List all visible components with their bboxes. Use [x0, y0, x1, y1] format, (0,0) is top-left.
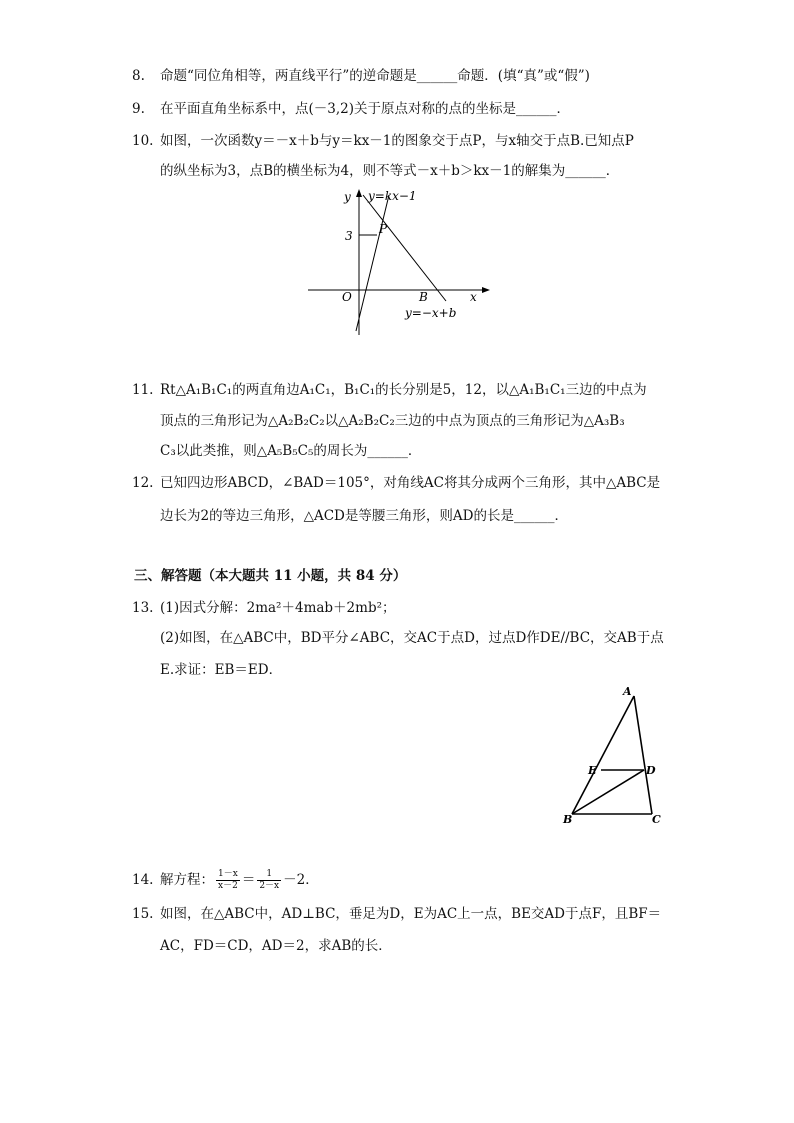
- fraction-2-numerator: 1: [266, 868, 273, 879]
- question-15-line-2: AC，FD＝CD，AD＝2，求AB的长．: [160, 938, 392, 954]
- triangle-figure: [556, 682, 668, 828]
- question-number: 9.: [132, 101, 145, 117]
- x-axis-arrow: [482, 287, 490, 293]
- line-neg-x-plus-b: [363, 195, 446, 301]
- question-number: 14.: [132, 872, 154, 888]
- question-11-line-2: 顶点的三角形记为△A₂B₂C₂以△A₂B₂C₂三边的中点为顶点的三角形记为△A₃B₃: [160, 413, 625, 429]
- equation-suffix: －2．: [283, 872, 319, 888]
- equation: [160, 864, 666, 896]
- tick-label-3: 3: [345, 229, 353, 243]
- equals-sign: ＝: [241, 872, 256, 888]
- equation-prefix: 解方程：: [160, 872, 214, 888]
- line-label-kx: y=kx−1: [368, 189, 417, 203]
- question-13-part-2-line-2: E.求证：EB＝ED．: [160, 662, 283, 678]
- side-ab: [572, 696, 634, 814]
- x-axis-label: x: [470, 290, 477, 304]
- vertex-label-a: A: [623, 685, 632, 698]
- line-kx-minus-1: [356, 195, 389, 331]
- function-graph-figure: [300, 185, 500, 345]
- question-part-1: (1)因式分解：2ma²＋4mab＋2mb²；: [160, 600, 396, 616]
- question-number: 15.: [132, 906, 154, 922]
- fraction-2-denominator: 2－x: [259, 880, 280, 891]
- question-text: 在平面直角坐标系中，点(－3,2)关于原点对称的点的坐标是______．: [160, 101, 571, 117]
- fraction-1-numerator: 1－x: [218, 868, 238, 879]
- y-axis-arrow: [356, 189, 362, 197]
- fraction-2: [257, 869, 281, 892]
- line-label-neg-x: y=−x+b: [405, 306, 457, 320]
- question-text-line-1: 已知四边形ABCD，∠BAD＝105°，对角线AC将其分成两个三角形，其中△ABC是: [160, 475, 661, 491]
- question-text: 命题“同位角相等，两直线平行”的逆命题是______命题．(填“真”或“假”): [160, 68, 590, 84]
- side-ac: [634, 696, 652, 814]
- question-text-line-1: 如图，在△ABC中，AD⊥BC，垂足为D，E为AC上一点，BE交AD于点F，且BF＝: [160, 906, 662, 922]
- vertex-label-c: C: [652, 813, 661, 826]
- question-number: 10.: [132, 133, 154, 149]
- vertex-label-b: B: [563, 813, 573, 826]
- y-axis-label: y: [344, 190, 351, 204]
- question-text-line-1: Rt△A₁B₁C₁的两直角边A₁C₁，B₁C₁的长分别是5，12，以△A₁B₁C₁三边的中点为: [160, 382, 647, 398]
- point-label-p: P: [379, 222, 388, 236]
- section-header: 三、解答题（本大题共 11 小题，共 84 分）: [134, 568, 407, 584]
- point-label-d: D: [646, 764, 656, 777]
- fraction-1: [216, 869, 240, 892]
- origin-label: O: [342, 290, 352, 304]
- question-10-line-2: 的纵坐标为3，点B的横坐标为4，则不等式－x＋b＞kx－1的解集为______．: [160, 163, 620, 179]
- question-text-line-1: 如图，一次函数y＝－x＋b与y＝kx－1的图象交于点P，与x轴交于点B.已知点P: [160, 133, 634, 149]
- question-11-line-3: C₃以此类推，则△A₅B₅C₅的周长为______．: [160, 443, 422, 459]
- question-number: 13.: [132, 600, 154, 616]
- point-label-e: E: [588, 764, 597, 777]
- point-label-b: B: [419, 290, 428, 304]
- question-12-line-2: 边长为2的等边三角形，△ACD是等腰三角形，则AD的长是______．: [160, 508, 568, 524]
- question-13-part-2-line-1: (2)如图，在△ABC中，BD平分∠ABC，交AC于点D，过点D作DE//BC，交AB于点: [160, 630, 664, 646]
- question-number: 11.: [132, 382, 154, 398]
- question-number: 8.: [132, 68, 145, 84]
- fraction-1-denominator: x－2: [218, 880, 238, 891]
- question-number: 12.: [132, 475, 154, 491]
